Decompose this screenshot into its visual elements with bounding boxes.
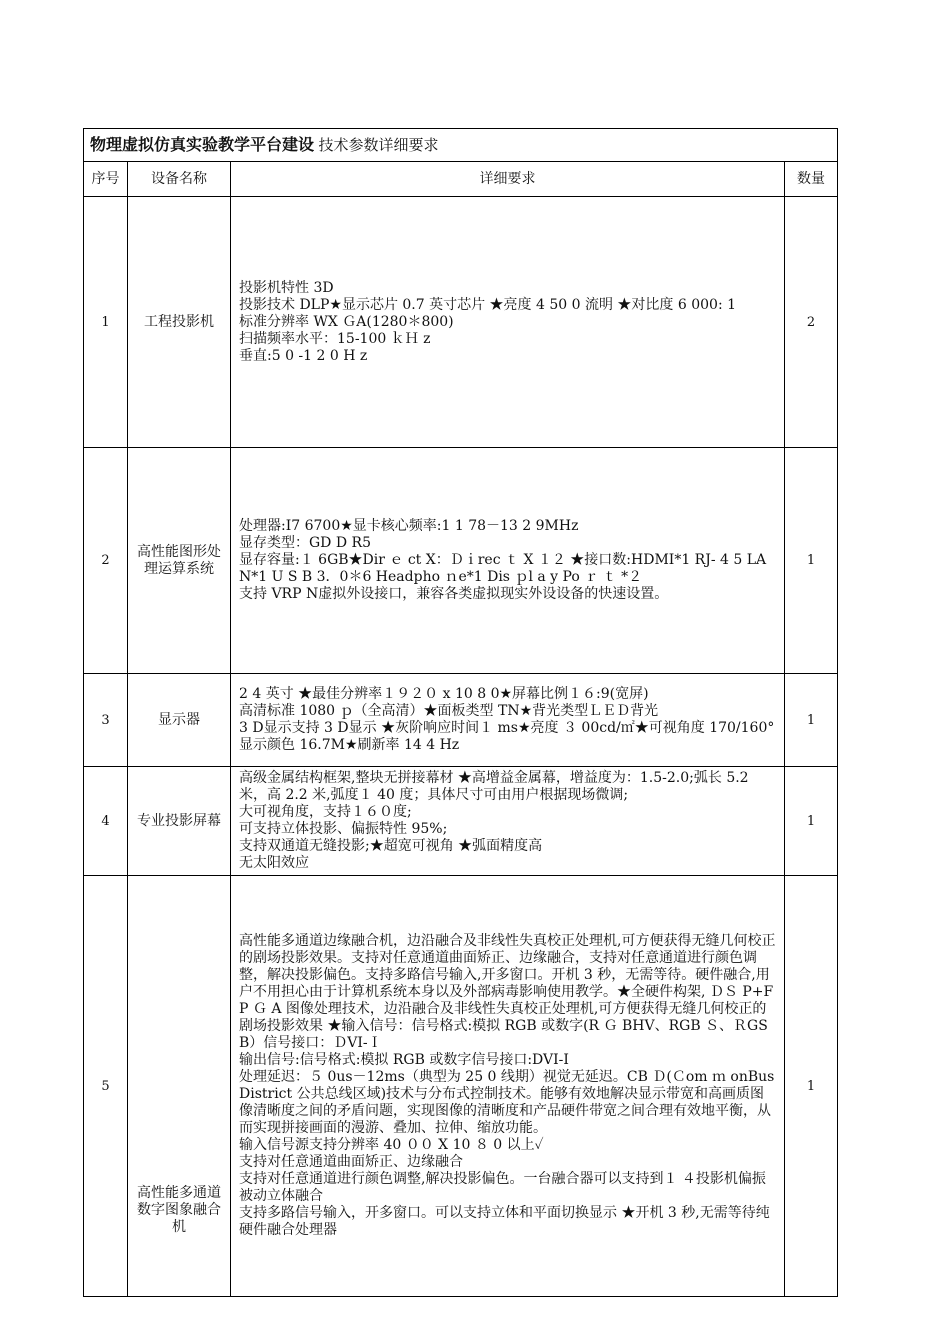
- row-name: 专业投影屏幕: [128, 767, 231, 876]
- row-name: 显示器: [128, 674, 231, 767]
- row-no: 3: [84, 674, 128, 767]
- table-row: [84, 197, 838, 448]
- detail-line: 可支持立体投影、偏振特性 95%;: [239, 821, 448, 837]
- detail-line: 3 D显示支持 3 D显示 ★灰阶响应时间１ ms★亮度 ３ 00cd/㎡★可视角度 170/160°: [239, 720, 775, 736]
- detail-line: 高级金属结构框架,整块无拼接幕材 ★高增益金属幕，增益度为：1.5-2.0;弧长 5.2 米，高 2.2 米,弧度１ 40 度；具体尺寸可由用户根据现场微调;: [239, 770, 749, 803]
- header-qty: 数量: [785, 162, 838, 197]
- detail-line: 支持对任意通道曲面矫正、边缘融合: [239, 1154, 463, 1170]
- table-row: [84, 767, 838, 876]
- detail-line: 垂直:5 0 -1 2 0 H z: [239, 347, 368, 364]
- detail-line: 输入信号源支持分辨率 40 ００ X 10 ８ 0 以上✓: [239, 1137, 544, 1153]
- detail-line: 标准分辨率 WX ＧA(1280＊800): [239, 313, 454, 330]
- row-name: 工程投影机: [128, 197, 231, 448]
- header-detail: 详细要求: [231, 162, 785, 197]
- title-bold: 物理虚拟仿真实验教学平台建设: [90, 134, 315, 154]
- row-detail: [231, 448, 785, 674]
- detail-line: 支持双通道无缝投影;★超宽可视角 ★弧面精度高: [239, 838, 543, 854]
- row-no: 2: [84, 448, 128, 674]
- detail-line: 输出信号:信号格式:模拟 RGB 或数字信号接口:DVI-I: [239, 1052, 569, 1068]
- row-no: 1: [84, 197, 128, 448]
- table-row: [84, 876, 838, 1297]
- detail-line: 投影技术 DLP★显示芯片 0.7 英寸芯片 ★亮度 4 50 0 流明 ★对比度 6 000: 1: [239, 296, 737, 313]
- row-qty: 1: [785, 674, 838, 767]
- detail-line: 无太阳效应: [239, 855, 309, 871]
- table-title: [84, 129, 838, 162]
- detail-line: 投影机特性 3D: [239, 279, 334, 296]
- row-detail: [231, 674, 785, 767]
- detail-line: 大可视角度，支持１６０度;: [239, 804, 412, 820]
- detail-line: 显示颜色 16.7M★刷新率 14 4 Hz: [239, 737, 460, 753]
- spec-document: [83, 128, 837, 1297]
- detail-line: 高性能多通道边缘融合机，边沿融合及非线性失真校正处理机,可方便获得无缝几何校正的剧场投影效果。支持对任意通道曲面矫正、边缘融合，支持对任意通道进行颜色调整，解决投影偏色。支持多路信号输入,开多窗口。开机 3 秒，无需等待。硬件融合,用户不用担心由于计算机系统本身以及外部病毒影响使用教学。★全硬件构架, ＤＳ P+FP Ｇ A 图像处理技术，边沿融合及非线性失真校正处理机,可方便获得无缝几何校正的剧场投影效果 ★输入信号：信号格式:模拟 RGB 或数字(R Ｇ BHV、RGB Ｓ、ＲGSB）信号接口：ＤVI-Ｉ: [239, 933, 776, 1051]
- detail-line: 处理器:I7 6700★显卡核心频率:1 1 78－13 2 9MHz: [239, 518, 579, 534]
- detail-line: 扫描频率水平：15-100 ｋＨ z: [239, 330, 431, 347]
- detail-line: 支持 VRP N虚拟外设接口，兼容各类虚拟现实外设设备的快速设置。: [239, 586, 669, 602]
- table-row: [84, 448, 838, 674]
- header-name: 设备名称: [128, 162, 231, 197]
- row-no: 5: [84, 876, 128, 1297]
- row-detail: [231, 197, 785, 448]
- detail-line: 显存类型：GD D R5: [239, 535, 371, 551]
- detail-line: 支持多路信号输入，开多窗口。可以支持立体和平面切换显示 ★开机 3 秒,无需等待纯硬件融合处理器: [239, 1205, 770, 1238]
- title-rest: 技术参数详细要求: [318, 135, 439, 154]
- detail-line: 显存容量:１ 6GB★Dir ｅ ct X：Ｄｉrec ｔ X １２ ★接口数:HDMI*1 RJ- 4 5 LA N*1 U S B 3．0＊6 Headpho ｎe*1 Dis ｐl a y Po ｒ ｔ *２: [239, 552, 767, 585]
- row-detail: [231, 876, 785, 1297]
- detail-line: 2 4 英寸 ★最佳分辨率１９２０ x 10 8 0★屏幕比例１６:9(宽屏): [239, 686, 649, 702]
- row-qty: 1: [785, 448, 838, 674]
- row-qty: 2: [785, 197, 838, 448]
- detail-line: 处理延迟：５ 0us－12ms（典型为 25 0 线期）视觉无延迟。CB Ｄ(Ｃom ｍ onBusDistrict 公共总线区域)技术与分布式控制技术。能够有效地解决显示带宽和高画质图像清晰度之间的矛盾问题，实现图像的清晰度和产品硬件带宽之间合理有效地平衡，从而实现拼接画面的漫游、叠加、拉伸、缩放功能。: [239, 1069, 775, 1136]
- detail-line: 高清标准 1080 ｐ（全高清）★面板类型 TN★背光类型ＬＥＤ背光: [239, 703, 659, 719]
- row-qty: 1: [785, 876, 838, 1297]
- row-detail: [231, 767, 785, 876]
- table-row: [84, 674, 838, 767]
- row-name: 高性能多通道数字图象融合机: [128, 876, 231, 1297]
- detail-line: 支持对任意通道进行颜色调整,解决投影偏色。一台融合器可以支持到１ ４投影机偏振被动立体融合: [239, 1171, 766, 1204]
- spec-table: [83, 128, 838, 1297]
- row-qty: 1: [785, 767, 838, 876]
- row-name: 高性能图形处理运算系统: [128, 448, 231, 674]
- row-no: 4: [84, 767, 128, 876]
- header-no: 序号: [84, 162, 128, 197]
